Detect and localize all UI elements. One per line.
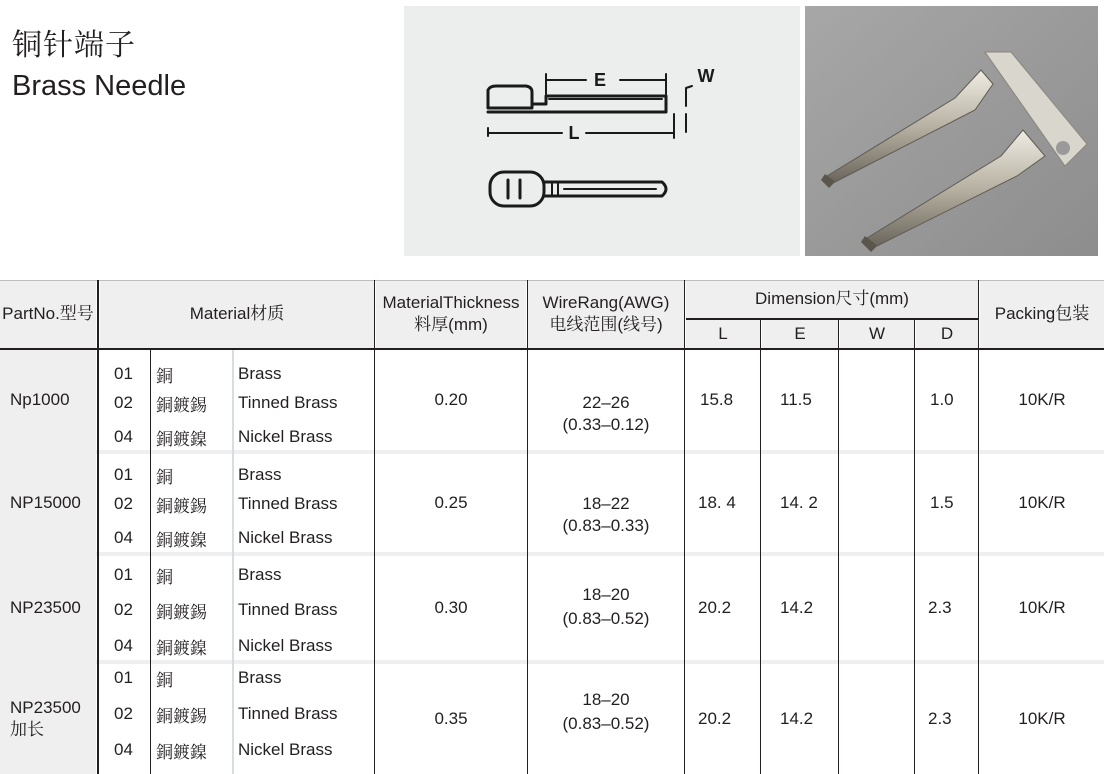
- row2-mat1-zh: 銅: [156, 467, 173, 487]
- row1-mat1-en: Brass: [238, 364, 282, 383]
- row2-mat3-zh: 銅鍍鎳: [156, 530, 207, 550]
- row3-mat2-en: Tinned Brass: [238, 600, 338, 619]
- row4-dim-e: 14.2: [780, 709, 814, 728]
- row2-dim-d: 1.5: [930, 493, 954, 512]
- row1-wire-awg: 22–26: [582, 393, 630, 412]
- dim-e-label: E: [593, 70, 607, 90]
- row4-mat3-en: Nickel Brass: [238, 740, 333, 759]
- drawing-svg: [404, 6, 800, 256]
- row1-mat1-zh: 銅: [156, 366, 173, 386]
- row1-packing: 10K/R: [1018, 390, 1066, 409]
- row2-wire-mm: (0.83–0.33): [562, 516, 650, 535]
- row4-mat2-en: Tinned Brass: [238, 704, 338, 723]
- row3-mat2-code: 02: [114, 600, 133, 619]
- row3-mat3-code: 04: [114, 636, 133, 655]
- technical-drawing: [404, 6, 800, 256]
- row4-packing: 10K/R: [1018, 709, 1066, 728]
- row2-mat3-en: Nickel Brass: [238, 528, 333, 547]
- col-divider: [684, 280, 685, 774]
- side-view-outline: [488, 86, 532, 108]
- row2-mat2-zh: 銅鍍錫: [156, 496, 207, 516]
- row4-mat1-en: Brass: [238, 668, 282, 687]
- header-packing: Packing包装: [980, 280, 1104, 348]
- header-dim-d: D: [916, 320, 978, 348]
- col-divider: [914, 320, 915, 774]
- col-divider: [978, 280, 979, 774]
- header-dim-l: L: [686, 320, 760, 348]
- row2-packing: 10K/R: [1018, 493, 1066, 512]
- row1-mat3-zh: 銅鍍鎳: [156, 429, 207, 449]
- col-divider: [760, 320, 761, 774]
- row3-partno: NP23500: [10, 598, 81, 617]
- row1-mat1-code: 01: [114, 364, 133, 383]
- row3-mat1-en: Brass: [238, 565, 282, 584]
- photo-svg: [805, 6, 1098, 256]
- row2-mat1-code: 01: [114, 465, 133, 484]
- row1-dim-l: 15.8: [700, 390, 734, 409]
- spec-table: [0, 280, 1104, 774]
- row2-thickness: 0.25: [434, 493, 468, 512]
- row2-mat3-code: 04: [114, 528, 133, 547]
- row4-mat3-zh: 銅鍍鎳: [156, 742, 207, 762]
- dimension-subheader-rule: [686, 318, 978, 320]
- header-dimension: Dimension尺寸(mm): [686, 280, 978, 318]
- row4-thickness: 0.35: [434, 709, 468, 728]
- header-dim-e: E: [762, 320, 838, 348]
- header-thickness-line1: MaterialThickness: [382, 293, 520, 312]
- row2-partno: NP15000: [10, 493, 81, 512]
- row2-dim-e: 14. 2: [780, 493, 818, 512]
- row4-partno-line2: 加长: [10, 720, 44, 739]
- row1-mat2-code: 02: [114, 393, 133, 412]
- dim-w-label: W: [697, 66, 715, 86]
- row4-partno-line1: NP23500: [10, 698, 81, 717]
- row3-mat3-en: Nickel Brass: [238, 636, 333, 655]
- row1-mat3-en: Nickel Brass: [238, 427, 333, 446]
- row2-mat1-en: Brass: [238, 465, 282, 484]
- row2-mat2-en: Tinned Brass: [238, 494, 338, 513]
- row1-mat3-code: 04: [114, 427, 133, 446]
- row3-wire-awg: 18–20: [582, 585, 630, 604]
- col-divider: [97, 280, 99, 774]
- row1-mat2-zh: 銅鍍錫: [156, 395, 207, 415]
- header-wire-range: [528, 280, 684, 348]
- header-partno: PartNo.型号: [0, 280, 96, 348]
- header-thickness: [376, 280, 526, 348]
- row3-dim-d: 2.3: [928, 598, 952, 617]
- row3-mat1-code: 01: [114, 565, 133, 584]
- row3-mat1-zh: 銅: [156, 567, 173, 587]
- row3-thickness: 0.30: [434, 598, 468, 617]
- row3-packing: 10K/R: [1018, 598, 1066, 617]
- row1-dim-d: 1.0: [930, 390, 954, 409]
- row4-wire-mm: (0.83–0.52): [562, 714, 650, 733]
- row1-dim-e: 11.5: [780, 390, 812, 409]
- row3-wire-mm: (0.83–0.52): [562, 609, 650, 628]
- row4-dim-d: 2.3: [928, 709, 952, 728]
- row2-wire-awg: 18–22: [582, 494, 630, 513]
- header-wire-line1: WireRang(AWG): [542, 293, 670, 312]
- dim-l-label: L: [568, 123, 580, 143]
- material-subdivider: [150, 350, 151, 774]
- header-top-rule: [0, 280, 1104, 281]
- row3-mat2-zh: 銅鍍錫: [156, 602, 207, 622]
- row1-partno: Np1000: [10, 390, 70, 409]
- row4-mat1-zh: 銅: [156, 670, 173, 690]
- row3-dim-e: 14.2: [780, 598, 814, 617]
- page-title-en: Brass Needle: [12, 70, 187, 102]
- product-photo: [805, 6, 1098, 256]
- header-wire-line2: 电线范围(线号): [549, 315, 663, 334]
- row2-dim-l: 18. 4: [698, 493, 736, 512]
- row4-mat1-code: 01: [114, 668, 133, 687]
- row1-wire-mm: (0.33–0.12): [562, 415, 650, 434]
- header-thickness-line2: 料厚(mm): [414, 315, 488, 334]
- row4-mat2-zh: 銅鍍錫: [156, 706, 207, 726]
- row1-thickness: 0.20: [434, 390, 468, 409]
- row4-mat2-code: 02: [114, 704, 133, 723]
- page-title-zh: 铜针端子: [12, 28, 136, 63]
- row4-wire-awg: 18–20: [582, 690, 630, 709]
- material-subdivider: [232, 350, 234, 774]
- row3-mat3-zh: 銅鍍鎳: [156, 638, 207, 658]
- row3-dim-l: 20.2: [698, 598, 732, 617]
- row4-partno: [10, 664, 96, 774]
- col-divider: [374, 280, 375, 774]
- header-dim-w: W: [840, 320, 914, 348]
- row2-mat2-code: 02: [114, 494, 133, 513]
- row4-dim-l: 20.2: [698, 709, 732, 728]
- row1-mat2-en: Tinned Brass: [238, 393, 338, 412]
- row4-mat3-code: 04: [114, 740, 133, 759]
- col-divider: [838, 320, 839, 774]
- header-material: Material材质: [100, 280, 374, 348]
- top-view-outline: [490, 172, 544, 206]
